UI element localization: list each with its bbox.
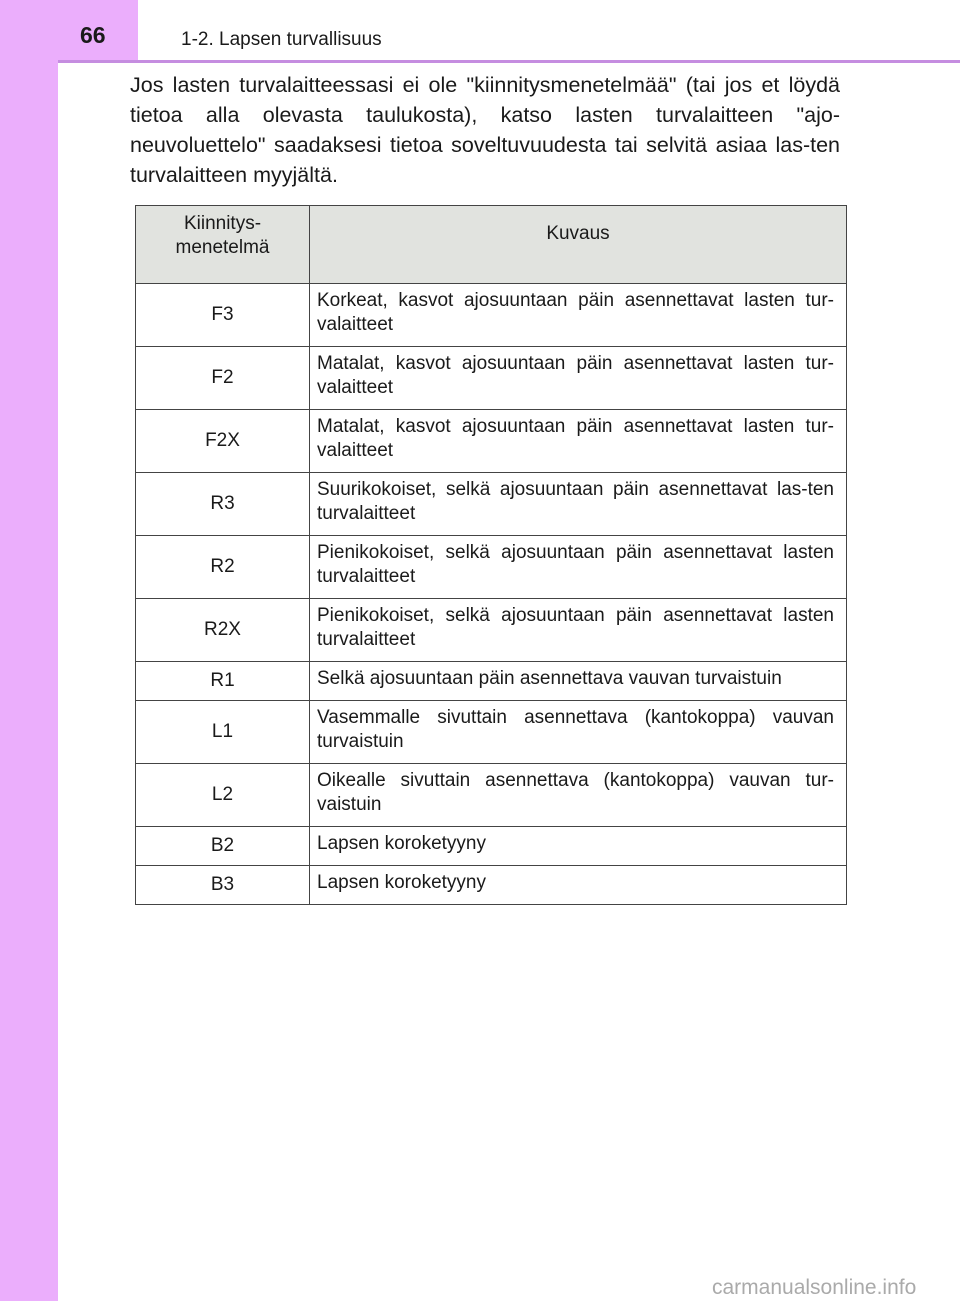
table-row <box>136 701 847 764</box>
header-divider <box>58 60 960 63</box>
table-body <box>136 284 847 905</box>
method-description-cell: Selkä ajosuuntaan päin asennettava vauvan turvaistuin <box>310 662 847 701</box>
method-code-cell: F2 <box>136 347 310 410</box>
method-description-cell: Oikealle sivuttain asennettava (kantokoppa) vauvan tur-vaistuin <box>310 764 847 827</box>
installation-method-table <box>135 205 847 905</box>
method-description-cell: Pienikokoiset, selkä ajosuuntaan päin asennettavat lasten turvalaitteet <box>310 599 847 662</box>
method-description-cell: Lapsen koroketyyny <box>310 827 847 866</box>
method-description-cell: Matalat, kasvot ajosuuntaan päin asennettavat lasten tur-valaitteet <box>310 410 847 473</box>
method-code-cell: B3 <box>136 866 310 905</box>
sidebar-band <box>0 0 58 1301</box>
table-row <box>136 536 847 599</box>
method-code-cell: R2X <box>136 599 310 662</box>
table-row <box>136 662 847 701</box>
table-row <box>136 347 847 410</box>
column-header-description: Kuvaus <box>310 206 847 284</box>
table-header-row <box>136 206 847 284</box>
method-description-cell: Pienikokoiset, selkä ajosuuntaan päin asennettavat lasten turvalaitteet <box>310 536 847 599</box>
method-description-cell: Suurikokoiset, selkä ajosuuntaan päin asennettavat las-ten turvalaitteet <box>310 473 847 536</box>
table-row <box>136 473 847 536</box>
table-row <box>136 827 847 866</box>
section-title: 1-2. Lapsen turvallisuus <box>181 29 382 50</box>
method-code-cell: F2X <box>136 410 310 473</box>
method-code-cell: L1 <box>136 701 310 764</box>
method-code-cell: L2 <box>136 764 310 827</box>
column-header-method-line1: Kiinnitys- <box>183 213 262 234</box>
method-code-cell: F3 <box>136 284 310 347</box>
method-code-cell: B2 <box>136 827 310 866</box>
column-header-method-line2: menetelmä <box>175 237 270 258</box>
table-row <box>136 599 847 662</box>
page-number: 66 <box>80 22 106 48</box>
method-code-cell: R2 <box>136 536 310 599</box>
table-row <box>136 764 847 827</box>
table-row <box>136 410 847 473</box>
method-description-cell: Matalat, kasvot ajosuuntaan päin asennettavat lasten tur-valaitteet <box>310 347 847 410</box>
table-row <box>136 284 847 347</box>
method-description-cell: Korkeat, kasvot ajosuuntaan päin asennettavat lasten tur-valaitteet <box>310 284 847 347</box>
column-header-method <box>136 206 310 284</box>
method-description-cell: Vasemmalle sivuttain asennettava (kantokoppa) vauvan turvaistuin <box>310 701 847 764</box>
method-description-cell: Lapsen koroketyyny <box>310 866 847 905</box>
method-code-cell: R1 <box>136 662 310 701</box>
watermark: carmanualsonline.info <box>712 1276 917 1299</box>
intro-paragraph: Jos lasten turvalaitteessasi ei ole "kiinnitysmenetelmää" (tai jos et löydä tietoa alla olevasta taulukosta), katso lasten turvalaitteen "ajo-neuvoluettelo" saadaksesi tietoa soveltuvuudesta tai selvitä asiaa las-ten turvalaitteen myyjältä. <box>130 73 840 187</box>
method-code-cell: R3 <box>136 473 310 536</box>
table-row <box>136 866 847 905</box>
